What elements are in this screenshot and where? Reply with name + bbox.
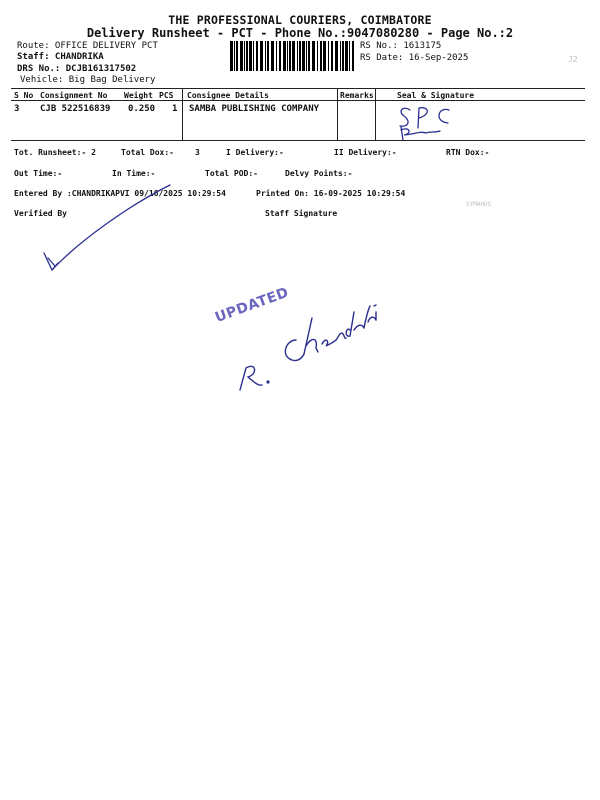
out-time: Out Time:- [14,169,63,178]
col-header-seal: Seal & Signature [397,91,475,100]
vehicle-label: Vehicle: Big Bag Delivery [20,75,156,85]
staff-label: Staff: CHANDRIKA [17,52,104,62]
drs-number: DRS No.: DCJB161317502 [17,64,137,74]
tot-runsheet: Tot. Runsheet:- 2 [14,148,96,157]
col-header-consignment: Consignment No [40,91,108,100]
col-header-consignee: Consignee Details [187,91,269,100]
checkmark-icon [44,185,170,270]
row-sno: 3 [14,104,20,114]
col-header-sno: S No [14,91,34,100]
rtn-dox: RTN Dox:- [446,148,490,157]
company-title: THE PROFESSIONAL COURIERS, COIMBATORE [168,13,432,27]
in-time: In Time:- [112,169,156,178]
staff-signature-label: Staff Signature [265,209,338,218]
total-pod: Total POD:- [205,169,258,178]
runsheet-title: Delivery Runsheet - PCT - Phone No.:9047080280 - Page No.:2 [86,26,514,40]
route-label: Route: OFFICE DELIVERY PCT [17,41,158,51]
row-consignee: SAMBA PUBLISHING COMPANY [189,104,320,114]
row-pcs: 1 [172,104,178,114]
row-consignment-no: CJB 522516839 [40,104,111,114]
ii-delivery: II Delivery:- [334,148,397,157]
row-weight: 0.250 [128,104,156,114]
seal-handwriting-spc [400,108,449,140]
signature-handwriting [240,305,376,390]
col-header-weight: Weight [124,91,153,100]
total-dox: Total Dox:- [121,148,174,157]
verified-by: Verified By [14,209,67,218]
entered-by: Entered By :CHANDRIKAPVI 09/16/2025 10:29:54 [14,189,226,198]
updated-stamp: UPDATED [213,284,292,327]
rs-number: RS No.: 1613175 [360,41,442,51]
corner-mark: J2 [568,55,578,64]
delvy-points: Delvy Points:- [285,169,353,178]
printed-on: Printed On: 16-09-2025 10:29:54 [256,189,406,198]
faint-mark: SYMAHUS [466,201,492,208]
total-dox-value: 3 [195,148,200,157]
i-delivery: I Delivery:- [226,148,284,157]
col-header-pcs: PCS [159,91,174,100]
rs-date: RS Date: 16-Sep-2025 [360,53,469,63]
col-header-remarks: Remarks [340,91,374,100]
